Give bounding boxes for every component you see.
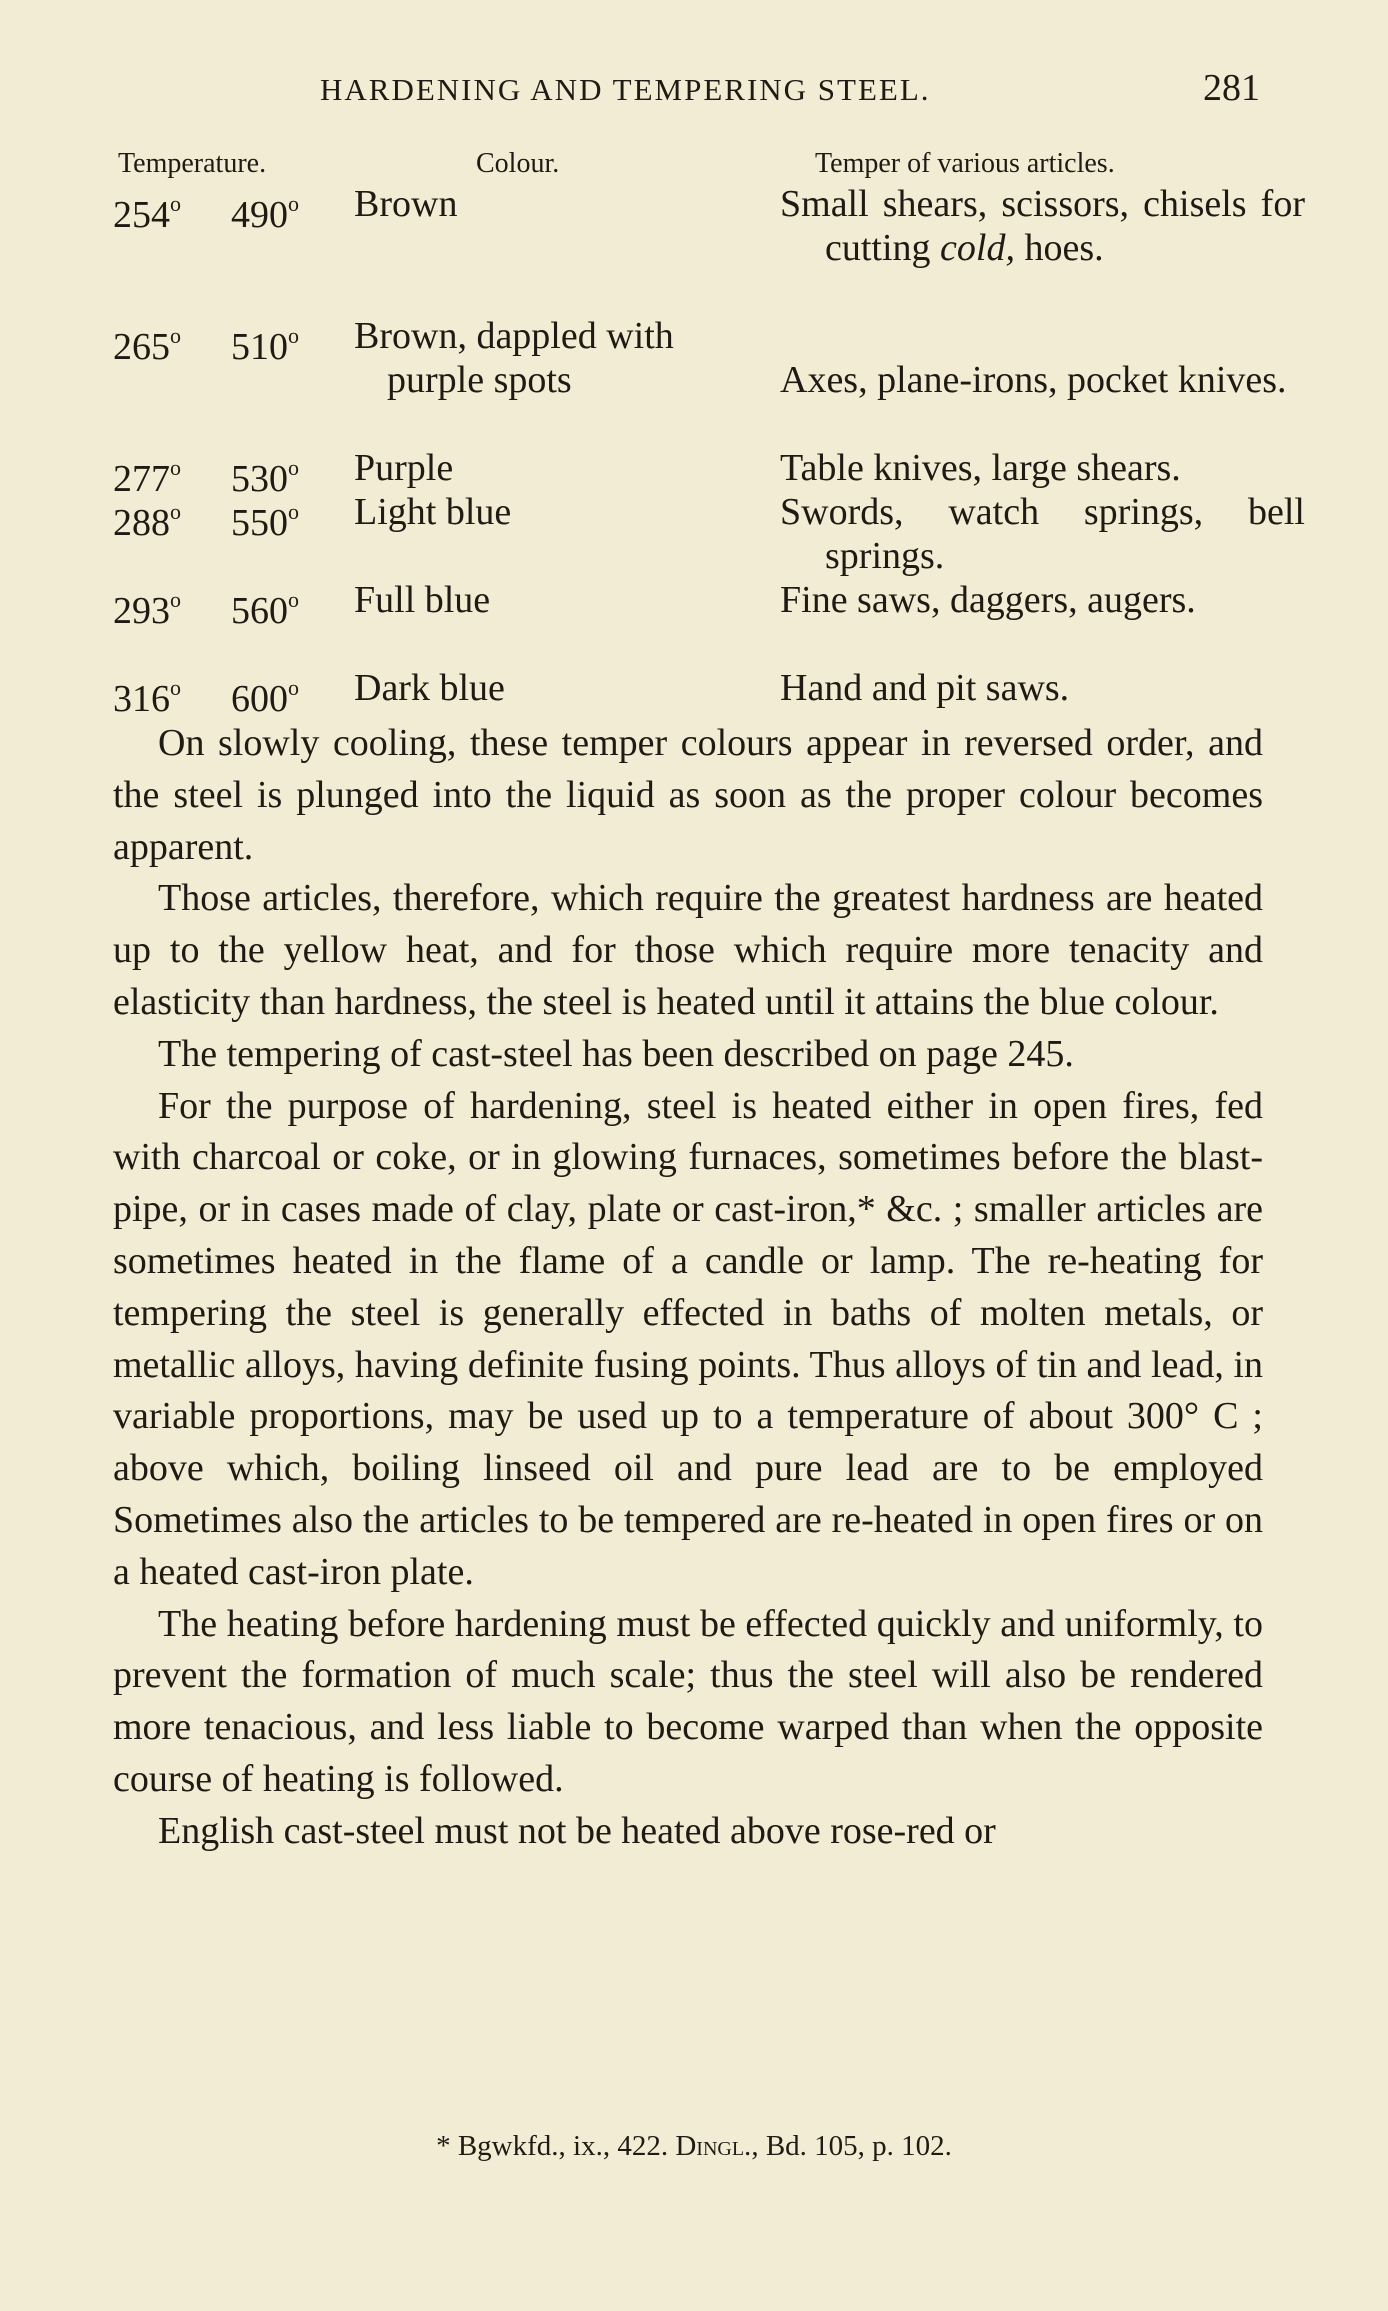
paragraph: On slowly cooling, these temper colours appear in reversed order, and the steel is plunged into the liquid as soon as the proper colour becomes apparent. [113, 722, 1263, 868]
colour-value: Light blue [354, 491, 512, 533]
temper-articles: Hand and pit saws. [780, 667, 1070, 709]
footnote-ref-2: Dingl. [675, 2130, 752, 2162]
temper-articles: Swords, watch springs, bell springs. [780, 491, 1305, 577]
temper-articles: Table knives, large shears. [780, 447, 1181, 489]
paragraph: The heating before hardening must be effected quickly and uniformly, to prevent the formation of much scale; thus the steel will also be rendered more tenacious, and less liable to become warped than when the opposite course of heating is followed. [113, 1602, 1263, 1800]
paragraph: English cast-steel must not be heated above rose-red or [158, 1809, 996, 1852]
colour-value: Dark blue [354, 667, 505, 709]
fahrenheit-value: 530$^o$ [231, 455, 299, 500]
footnote-ref-2-detail: , Bd. 105, p. 102. [751, 2130, 952, 2162]
paragraph: Those articles, therefore, which require the greatest hardness are heated up to the yellow heat, and for those which require more tenacity and elasticity than hardness, the steel is heated until it attains the blue colour. [113, 877, 1263, 1023]
celsius-value: 293$^o$ [113, 587, 181, 632]
celsius-value: 288$^o$ [113, 499, 181, 544]
temper-articles: Fine saws, daggers, augers. [780, 579, 1196, 621]
fahrenheit-value: 600$^o$ [231, 675, 299, 720]
colour-value: Purple [354, 447, 454, 489]
celsius-value: 265$^o$ [113, 323, 181, 368]
colour-value: Full blue [354, 579, 491, 621]
colour-value: Brown [354, 183, 458, 225]
paragraph: The tempering of cast-steel has been described on page 245. [158, 1032, 1074, 1075]
colour-value: Brown, dappled with [354, 315, 674, 357]
celsius-value: 316$^o$ [113, 675, 181, 720]
footnote-ref-1: Bgwkfd., ix., 422. [457, 2130, 669, 2162]
celsius-value: 254$^o$ [113, 191, 181, 236]
page-number: 281 [1203, 67, 1260, 109]
fahrenheit-value: 490$^o$ [231, 191, 299, 236]
temper-articles: Small shears, scissors, chisels for cutting cold, hoes. [780, 183, 1305, 269]
temper-articles: Axes, plane-irons, pocket knives. [780, 359, 1287, 401]
column-heading-temperature: Temperature. [118, 148, 267, 179]
column-heading-temper: Temper of various articles. [815, 148, 1115, 179]
paragraph: For the purpose of hardening, steel is heated either in open fires, fed with charcoal or coke, or in glowing furnaces, sometimes before the blast-pipe, or in cases made of clay, plate or cast-iron,* &c. ; smaller articles are sometimes heated in the flame of a candle or lamp. The re-heating for tempering the steel is generally effected in baths of molten metals, or metallic alloys, having definite fusing points. Thus alloys of tin and lead, in variable proportions, may be used up to a temperature of about 300° C ; above which, boiling linseed oil and pure lead are to be employed Sometimes also the articles to be tempered are re-heated in open fires or on a heated cast-iron plate. [113, 1084, 1263, 1593]
running-header: HARDENING AND TEMPERING STEEL. [320, 72, 931, 107]
celsius-value: 277$^o$ [113, 455, 181, 500]
colour-value-continued: purple spots [387, 359, 572, 401]
fahrenheit-value: 550$^o$ [231, 499, 299, 544]
body-text [113, 718, 1263, 1858]
fahrenheit-value: 560$^o$ [231, 587, 299, 632]
fahrenheit-value: 510$^o$ [231, 323, 299, 368]
footnote [0, 2130, 1388, 2163]
column-heading-colour: Colour. [476, 148, 560, 179]
footnote-marker: * [436, 2130, 451, 2162]
